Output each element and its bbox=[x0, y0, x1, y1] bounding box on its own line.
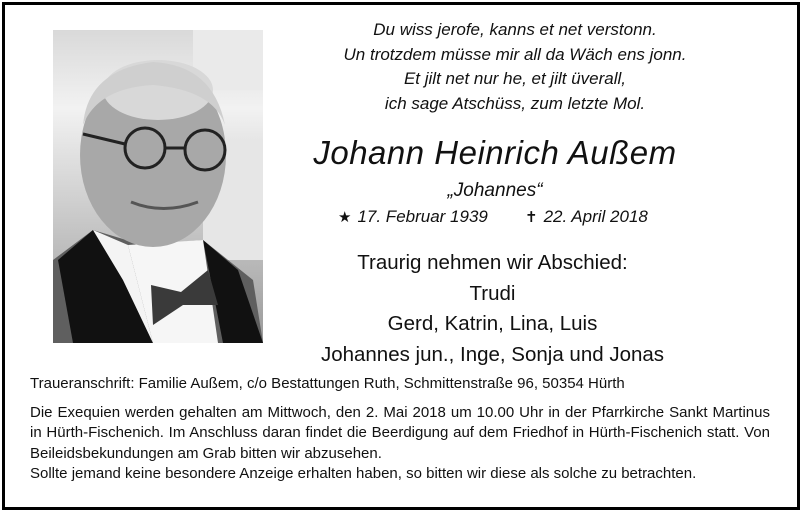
verse-line: Un trotzdem müsse mir all da Wäch ens jonn. bbox=[343, 44, 687, 64]
death-date-group bbox=[525, 207, 648, 227]
death-date: 22. April 2018 bbox=[543, 207, 648, 226]
verse-line: ich sage Atschüss, zum letzte Mol. bbox=[384, 93, 646, 113]
mourners-block bbox=[300, 248, 685, 370]
service-details: Die Exequien werden gehalten am Mittwoch, den 2. Mai 2018 um 10.00 Uhr in der Pfarrkirche Sankt Martinus in Hürth-Fischenich. Im Anschluss daran findet die Beerdigung auf dem Friedhof in Hürth-Fischenich statt. Von Beileidsbekundungen am Grab bitten wir abzusehen. bbox=[30, 404, 770, 462]
birth-date: 17. Februar 1939 bbox=[357, 207, 488, 226]
deceased-name: Johann Heinrich Außem bbox=[313, 134, 677, 171]
verse-line: Du wiss jerofe, kanns et net verstonn. bbox=[373, 20, 657, 39]
verse-line: Et jilt net nur he, et jilt üverall, bbox=[403, 69, 627, 88]
cross-icon: ✝ bbox=[525, 209, 538, 226]
star-icon: ★ bbox=[338, 209, 352, 226]
mourners-line: Johannes jun., Inge, Sonja und Jonas bbox=[320, 342, 665, 366]
mourners-line: Gerd, Katrin, Lina, Luis bbox=[387, 312, 598, 335]
verse-block bbox=[300, 18, 730, 116]
mourners-heading: Traurig nehmen wir Abschied: bbox=[357, 251, 628, 274]
portrait-photo bbox=[53, 30, 263, 343]
birth-date-group bbox=[338, 207, 488, 227]
mourning-address: Traueranschrift: Familie Außem, c/o Bestattungen Ruth, Schmittenstraße 96, 50354 Hürth bbox=[30, 375, 625, 392]
portrait-illustration bbox=[53, 30, 263, 343]
mourners-line: Trudi bbox=[469, 281, 516, 305]
closing-note: Sollte jemand keine besondere Anzeige erhalten haben, so bitten wir diese als solche zu betrachten. bbox=[30, 464, 697, 482]
nickname: „Johannes“ bbox=[447, 180, 543, 201]
info-block bbox=[30, 374, 770, 484]
